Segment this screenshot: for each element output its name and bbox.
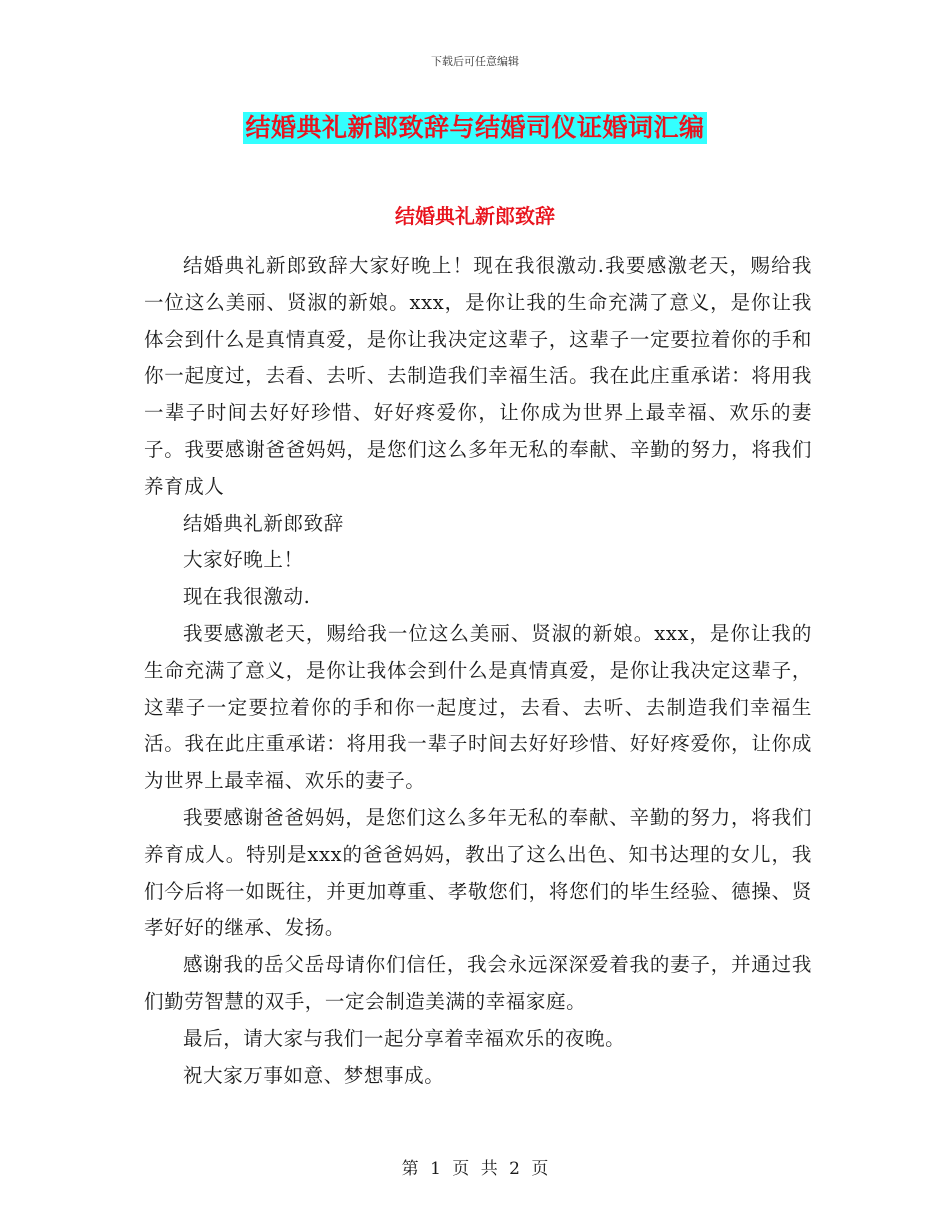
page-number: 第 1 页 共 2 页 bbox=[401, 1159, 549, 1179]
paragraph: 结婚典礼新郎致辞 bbox=[183, 511, 344, 535]
document-title: 结婚典礼新郎致辞与结婚司仪证婚词汇编 bbox=[245, 113, 705, 142]
paragraph: 我要感激老天，赐给我一位这么美丽、贤淑的新娘。xxx，是你让我的生命充满了意义，是你让我体会到什么是真情真爱，是你让我决定这辈子，这辈子一定要拉着你的手和你一起度过，去看、去听、去制造我们幸福生活。我在此庄重承诺：将用我一辈子时间去好好珍惜、好好疼爱你，让你成为世界上最幸福、欢乐的妻子。 bbox=[144, 621, 812, 793]
document-body bbox=[144, 248, 812, 1094]
paragraph: 现在我很激动. bbox=[183, 585, 311, 609]
paragraph: 大家好晚上！ bbox=[183, 548, 304, 572]
paragraph: 祝大家万事如意、梦想事成。 bbox=[183, 1063, 445, 1087]
paragraph: 感谢我的岳父岳母请你们信任，我会永远深深爱着我的妻子，并通过我们勤劳智慧的双手，一定会制造美满的幸福家庭。 bbox=[144, 953, 812, 1013]
paragraph: 我要感谢爸爸妈妈，是您们这么多年无私的奉献、辛勤的努力，将我们养育成人。特别是xxx的爸爸妈妈，教出了这么出色、知书达理的女儿，我们今后将一如既往，并更加尊重、孝敬您们，将您们的毕生经验、德操、贤孝好好的继承、发扬。 bbox=[144, 805, 812, 940]
paragraph: 最后，请大家与我们一起分享着幸福欢乐的夜晚。 bbox=[183, 1026, 626, 1050]
header-note: 下载后可任意编辑 bbox=[431, 55, 519, 68]
paragraph: 结婚典礼新郎致辞大家好晚上！现在我很激动.我要感激老天，赐给我一位这么美丽、贤淑的新娘。xxx，是你让我的生命充满了意义，是你让我体会到什么是真情真爱，是你让我决定这辈子，这辈子一定要拉着你的手和你一起度过，去看、去听、去制造我们幸福生活。我在此庄重承诺：将用我一辈子时间去好好珍惜、好好疼爱你，让你成为世界上最幸福、欢乐的妻子。我要感谢爸爸妈妈，是您们这么多年无私的奉献、辛勤的努力，将我们养育成人 bbox=[144, 254, 812, 498]
section-title: 结婚典礼新郎致辞 bbox=[395, 204, 555, 228]
main-title-container bbox=[0, 112, 950, 144]
